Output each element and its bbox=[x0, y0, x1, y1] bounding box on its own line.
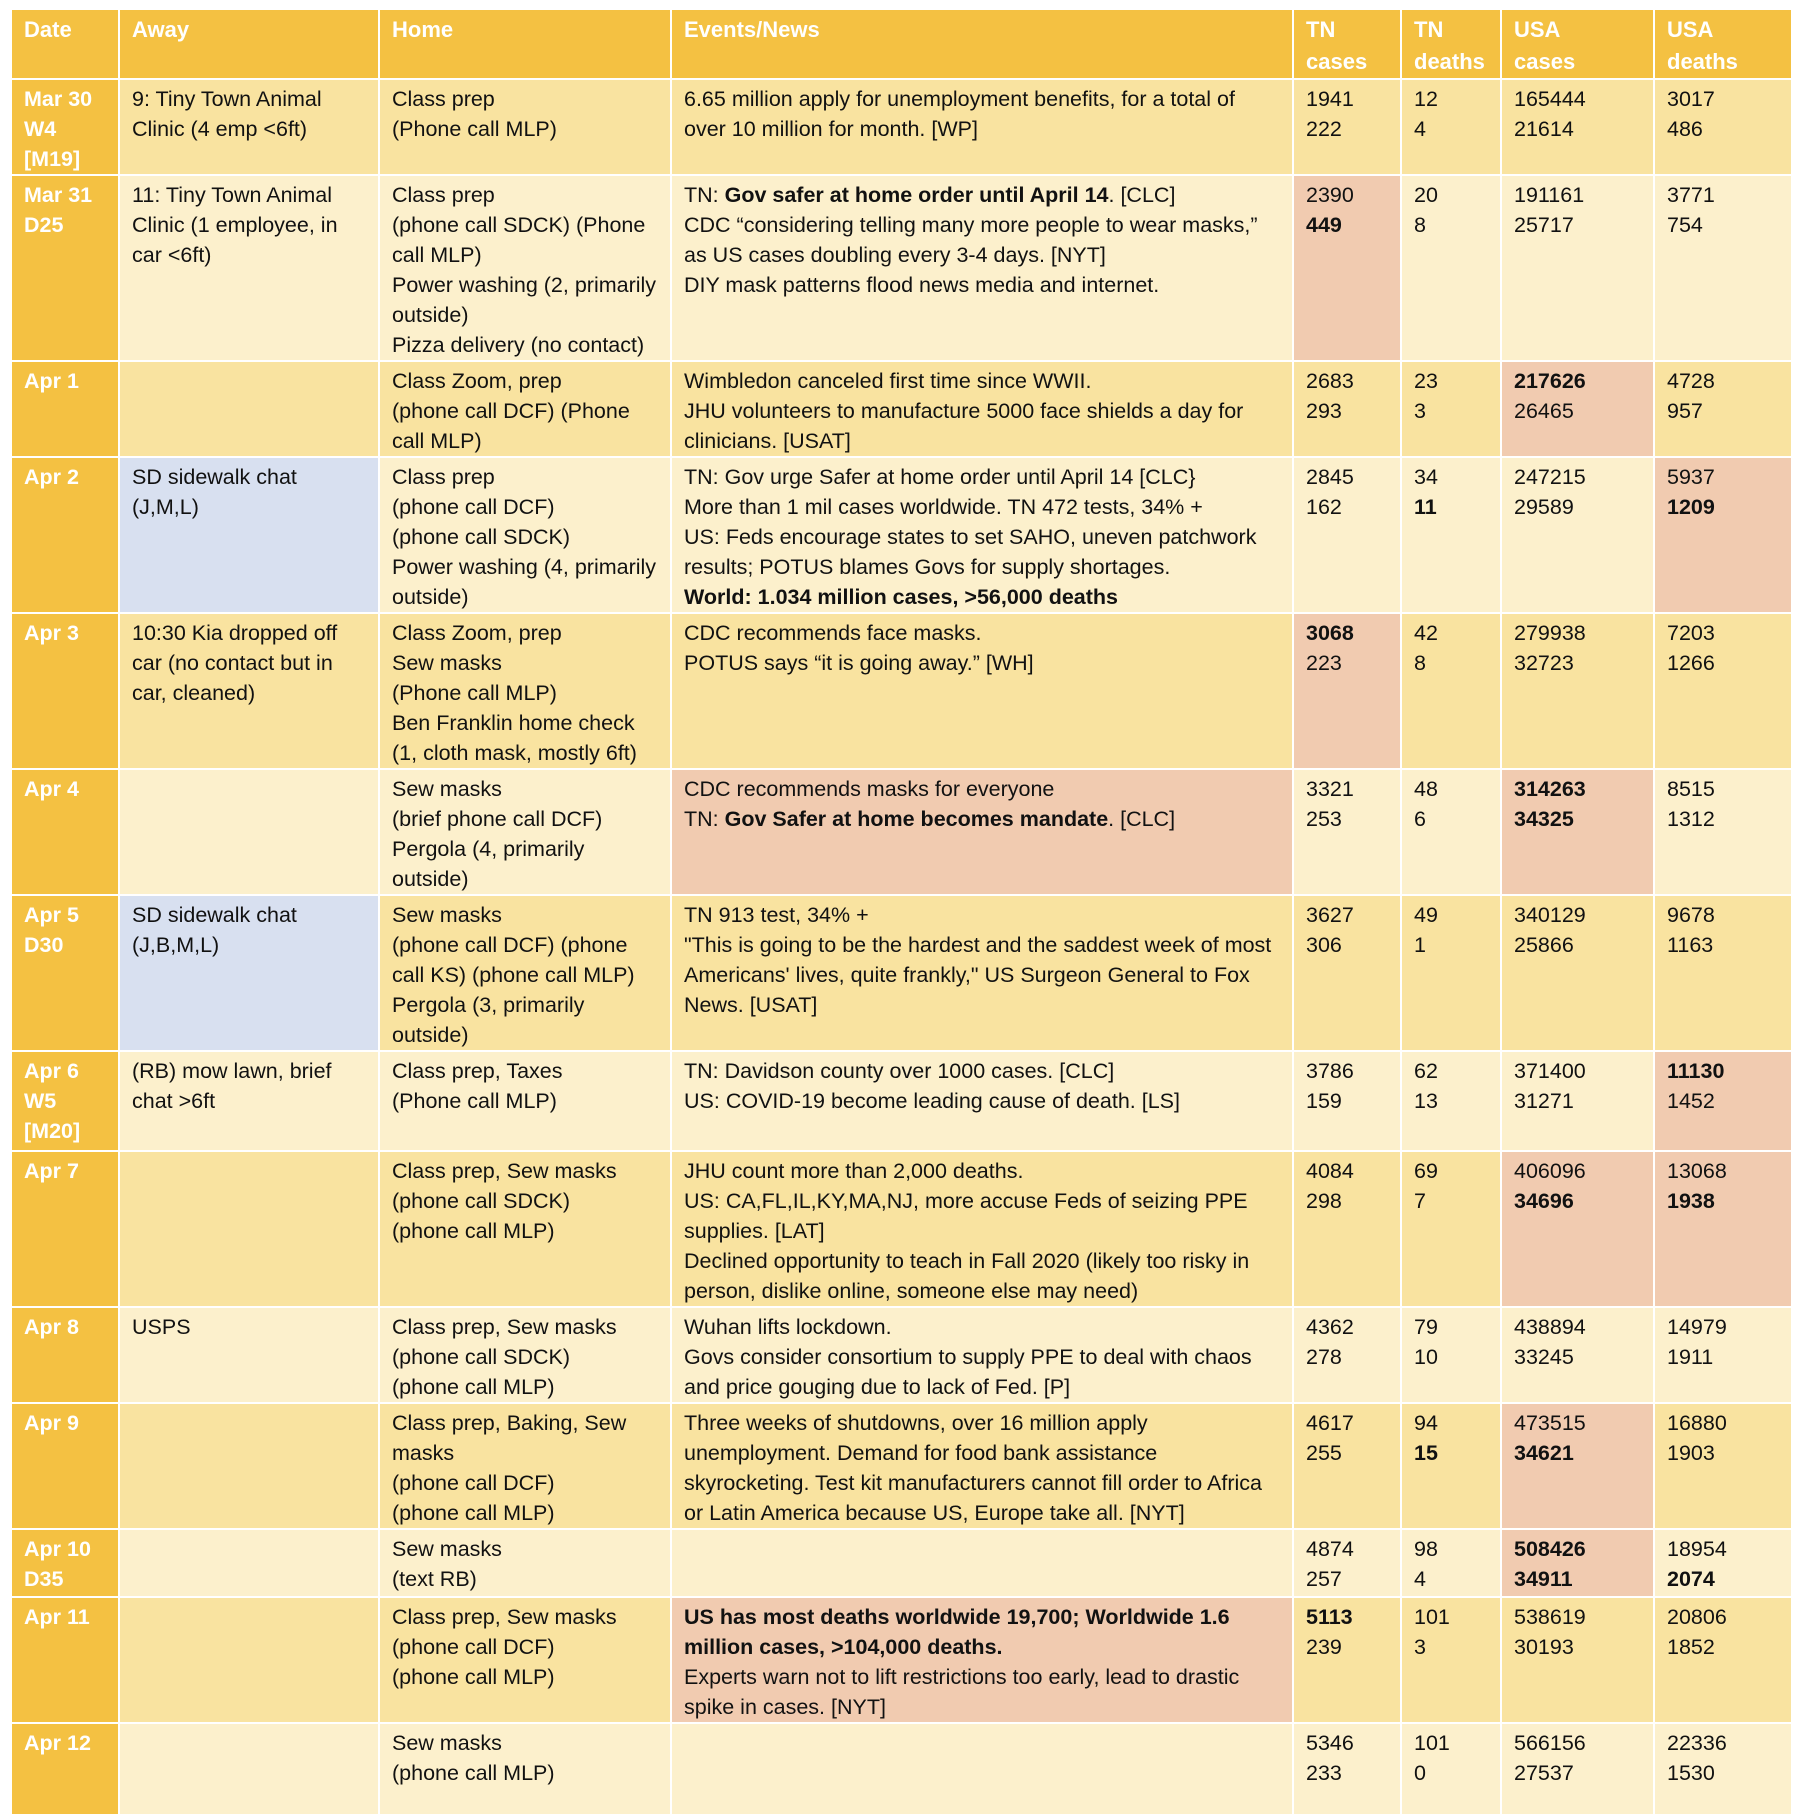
table-row bbox=[11, 1307, 1792, 1403]
tn-deaths-cell: 42 8 bbox=[1401, 613, 1501, 769]
col-header-tn-deaths: TN deaths bbox=[1401, 9, 1501, 79]
away-cell: 9: Tiny Town Animal Clinic (4 emp <6ft) bbox=[119, 79, 379, 175]
events-cell: TN: Gov urge Safer at home order until April 14 [CLC} More than 1 mil cases worldwide. TN 472 tests, 34% + US: Feds encourage states to set SAHO, uneven patchwork results; POTUS blames Govs for supply shortages. World: 1.034 million cases, >56,000 deaths bbox=[671, 457, 1293, 613]
tn-deaths-cell: 49 1 bbox=[1401, 895, 1501, 1051]
usa-deaths-cell: 14979 1911 bbox=[1654, 1307, 1792, 1403]
usa-deaths-cell: 3017 486 bbox=[1654, 79, 1792, 175]
tn-cases-cell: 4362 278 bbox=[1293, 1307, 1401, 1403]
date-cell: Apr 9 bbox=[11, 1403, 119, 1529]
col-header-usa-deaths: USA deaths bbox=[1654, 9, 1792, 79]
usa-deaths-cell: 11130 1452 bbox=[1654, 1051, 1792, 1151]
events-cell: Three weeks of shutdowns, over 16 million apply unemployment. Demand for food bank assistance skyrocketing. Test kit manufacturers cannot fill order to Africa or Latin America because US, Europe take all. [NYT] bbox=[671, 1403, 1293, 1529]
usa-deaths-cell: 5937 1209 bbox=[1654, 457, 1792, 613]
events-cell: CDC recommends masks for everyone TN: Gov Safer at home becomes mandate. [CLC] bbox=[671, 769, 1293, 895]
home-cell: Sew masks (phone call MLP) bbox=[379, 1723, 671, 1815]
tn-cases-cell: 5113 239 bbox=[1293, 1597, 1401, 1723]
usa-deaths-cell: 22336 1530 bbox=[1654, 1723, 1792, 1815]
events-cell: TN: Gov safer at home order until April 14. [CLC] CDC “considering telling many more people to wear masks,” as US cases doubling every 3-4 days. [NYT] DIY mask patterns flood news media and internet. bbox=[671, 175, 1293, 361]
events-cell: TN: Davidson county over 1000 cases. [CLC] US: COVID-19 become leading cause of death. [LS] bbox=[671, 1051, 1293, 1151]
usa-deaths-cell: 3771 754 bbox=[1654, 175, 1792, 361]
home-cell: Sew masks (phone call DCF) (phone call KS) (phone call MLP) Pergola (3, primarily outside) bbox=[379, 895, 671, 1051]
table-row bbox=[11, 1403, 1792, 1529]
home-cell: Class prep, Taxes (Phone call MLP) bbox=[379, 1051, 671, 1151]
events-cell bbox=[671, 1723, 1293, 1815]
home-cell: Class Zoom, prep (phone call DCF) (Phone call MLP) bbox=[379, 361, 671, 457]
usa-cases-cell: 279938 32723 bbox=[1501, 613, 1654, 769]
table-row bbox=[11, 361, 1792, 457]
usa-cases-cell: 165444 21614 bbox=[1501, 79, 1654, 175]
date-cell: Apr 11 bbox=[11, 1597, 119, 1723]
away-cell bbox=[119, 1151, 379, 1307]
tn-deaths-cell: 79 10 bbox=[1401, 1307, 1501, 1403]
usa-deaths-cell: 13068 1938 bbox=[1654, 1151, 1792, 1307]
away-cell bbox=[119, 769, 379, 895]
events-cell: JHU count more than 2,000 deaths. US: CA,FL,IL,KY,MA,NJ, more accuse Feds of seizing PPE supplies. [LAT] Declined opportunity to teach in Fall 2020 (likely too risky in person, dislike online, someone else may need) bbox=[671, 1151, 1293, 1307]
tn-cases-cell: 1941 222 bbox=[1293, 79, 1401, 175]
usa-deaths-cell: 7203 1266 bbox=[1654, 613, 1792, 769]
usa-deaths-cell: 16880 1903 bbox=[1654, 1403, 1792, 1529]
home-cell: Class Zoom, prep Sew masks (Phone call MLP) Ben Franklin home check (1, cloth mask, mostly 6ft) bbox=[379, 613, 671, 769]
home-cell: Class prep, Sew masks (phone call DCF) (phone call MLP) bbox=[379, 1597, 671, 1723]
away-cell bbox=[119, 1529, 379, 1597]
tn-cases-cell: 3068 223 bbox=[1293, 613, 1401, 769]
tn-deaths-cell: 69 7 bbox=[1401, 1151, 1501, 1307]
col-header-date: Date bbox=[11, 9, 119, 79]
table-row bbox=[11, 1723, 1792, 1815]
events-cell: CDC recommends face masks. POTUS says “it is going away.” [WH] bbox=[671, 613, 1293, 769]
table-row bbox=[11, 79, 1792, 175]
tn-deaths-cell: 101 0 bbox=[1401, 1723, 1501, 1815]
events-cell: 6.65 million apply for unemployment benefits, for a total of over 10 million for month. [WP] bbox=[671, 79, 1293, 175]
col-header-events: Events/News bbox=[671, 9, 1293, 79]
tn-deaths-cell: 34 11 bbox=[1401, 457, 1501, 613]
home-cell: Sew masks (text RB) bbox=[379, 1529, 671, 1597]
table-row bbox=[11, 613, 1792, 769]
date-cell: Apr 10 D35 bbox=[11, 1529, 119, 1597]
table-row bbox=[11, 1051, 1792, 1151]
home-cell: Class prep, Sew masks (phone call SDCK) (phone call MLP) bbox=[379, 1151, 671, 1307]
away-cell: 11: Tiny Town Animal Clinic (1 employee, in car <6ft) bbox=[119, 175, 379, 361]
tn-cases-cell: 2845 162 bbox=[1293, 457, 1401, 613]
tn-cases-cell: 2390 449 bbox=[1293, 175, 1401, 361]
away-cell: SD sidewalk chat (J,M,L) bbox=[119, 457, 379, 613]
tn-cases-cell: 5346 233 bbox=[1293, 1723, 1401, 1815]
usa-cases-cell: 438894 33245 bbox=[1501, 1307, 1654, 1403]
tn-cases-cell: 3786 159 bbox=[1293, 1051, 1401, 1151]
usa-deaths-cell: 4728 957 bbox=[1654, 361, 1792, 457]
table-row bbox=[11, 769, 1792, 895]
date-cell: Apr 6 W5 [M20] bbox=[11, 1051, 119, 1151]
tn-deaths-cell: 12 4 bbox=[1401, 79, 1501, 175]
tn-cases-cell: 3321 253 bbox=[1293, 769, 1401, 895]
usa-cases-cell: 340129 25866 bbox=[1501, 895, 1654, 1051]
usa-deaths-cell: 9678 1163 bbox=[1654, 895, 1792, 1051]
events-cell bbox=[671, 1529, 1293, 1597]
date-cell: Apr 7 bbox=[11, 1151, 119, 1307]
date-cell: Mar 31 D25 bbox=[11, 175, 119, 361]
date-cell: Apr 4 bbox=[11, 769, 119, 895]
date-cell: Apr 5 D30 bbox=[11, 895, 119, 1051]
events-cell: TN 913 test, 34% + "This is going to be the hardest and the saddest week of most Americans' lives, quite frankly," US Surgeon General to Fox News. [USAT] bbox=[671, 895, 1293, 1051]
tn-cases-cell: 3627 306 bbox=[1293, 895, 1401, 1051]
table-row bbox=[11, 1151, 1792, 1307]
tn-cases-cell: 2683 293 bbox=[1293, 361, 1401, 457]
usa-cases-cell: 508426 34911 bbox=[1501, 1529, 1654, 1597]
header-row bbox=[11, 9, 1792, 79]
away-cell bbox=[119, 361, 379, 457]
away-cell bbox=[119, 1403, 379, 1529]
usa-cases-cell: 473515 34621 bbox=[1501, 1403, 1654, 1529]
usa-deaths-cell: 8515 1312 bbox=[1654, 769, 1792, 895]
tn-deaths-cell: 48 6 bbox=[1401, 769, 1501, 895]
home-cell: Class prep (phone call DCF) (phone call SDCK) Power washing (4, primarily outside) bbox=[379, 457, 671, 613]
tn-deaths-cell: 23 3 bbox=[1401, 361, 1501, 457]
table-row bbox=[11, 457, 1792, 613]
away-cell bbox=[119, 1597, 379, 1723]
home-cell: Class prep, Baking, Sew masks (phone call DCF) (phone call MLP) bbox=[379, 1403, 671, 1529]
date-cell: Mar 30 W4 [M19] bbox=[11, 79, 119, 175]
usa-cases-cell: 191161 25717 bbox=[1501, 175, 1654, 361]
tn-cases-cell: 4084 298 bbox=[1293, 1151, 1401, 1307]
usa-cases-cell: 314263 34325 bbox=[1501, 769, 1654, 895]
home-cell: Sew masks (brief phone call DCF) Pergola (4, primarily outside) bbox=[379, 769, 671, 895]
usa-deaths-cell: 18954 2074 bbox=[1654, 1529, 1792, 1597]
tn-cases-cell: 4874 257 bbox=[1293, 1529, 1401, 1597]
home-cell: Class prep (phone call SDCK) (Phone call MLP) Power washing (2, primarily outside) Pizza delivery (no contact) bbox=[379, 175, 671, 361]
table-row bbox=[11, 175, 1792, 361]
usa-cases-cell: 247215 29589 bbox=[1501, 457, 1654, 613]
usa-cases-cell: 217626 26465 bbox=[1501, 361, 1654, 457]
table-row bbox=[11, 1529, 1792, 1597]
usa-cases-cell: 538619 30193 bbox=[1501, 1597, 1654, 1723]
tn-deaths-cell: 101 3 bbox=[1401, 1597, 1501, 1723]
date-cell: Apr 3 bbox=[11, 613, 119, 769]
events-cell: Wuhan lifts lockdown. Govs consider consortium to supply PPE to deal with chaos and price gouging due to lack of Fed. [P] bbox=[671, 1307, 1293, 1403]
col-header-home: Home bbox=[379, 9, 671, 79]
col-header-away: Away bbox=[119, 9, 379, 79]
covid-timeline-table-wrapper bbox=[10, 8, 1793, 1816]
col-header-usa-cases: USA cases bbox=[1501, 9, 1654, 79]
events-cell: US has most deaths worldwide 19,700; Worldwide 1.6 million cases, >104,000 deaths. Experts warn not to lift restrictions too early, lead to drastic spike in cases. [NYT] bbox=[671, 1597, 1293, 1723]
home-cell: Class prep, Sew masks (phone call SDCK) (phone call MLP) bbox=[379, 1307, 671, 1403]
tn-deaths-cell: 98 4 bbox=[1401, 1529, 1501, 1597]
table-row bbox=[11, 895, 1792, 1051]
date-cell: Apr 2 bbox=[11, 457, 119, 613]
away-cell: (RB) mow lawn, brief chat >6ft bbox=[119, 1051, 379, 1151]
covid-timeline-table bbox=[10, 8, 1793, 1816]
away-cell: 10:30 Kia dropped off car (no contact but in car, cleaned) bbox=[119, 613, 379, 769]
tn-deaths-cell: 94 15 bbox=[1401, 1403, 1501, 1529]
tn-deaths-cell: 62 13 bbox=[1401, 1051, 1501, 1151]
home-cell: Class prep (Phone call MLP) bbox=[379, 79, 671, 175]
col-header-tn-cases: TN cases bbox=[1293, 9, 1401, 79]
date-cell: Apr 12 bbox=[11, 1723, 119, 1815]
tn-deaths-cell: 20 8 bbox=[1401, 175, 1501, 361]
usa-deaths-cell: 20806 1852 bbox=[1654, 1597, 1792, 1723]
usa-cases-cell: 566156 27537 bbox=[1501, 1723, 1654, 1815]
table-row bbox=[11, 1597, 1792, 1723]
away-cell bbox=[119, 1723, 379, 1815]
away-cell: SD sidewalk chat (J,B,M,L) bbox=[119, 895, 379, 1051]
date-cell: Apr 1 bbox=[11, 361, 119, 457]
usa-cases-cell: 406096 34696 bbox=[1501, 1151, 1654, 1307]
away-cell: USPS bbox=[119, 1307, 379, 1403]
events-cell: Wimbledon canceled first time since WWII. JHU volunteers to manufacture 5000 face shields a day for clinicians. [USAT] bbox=[671, 361, 1293, 457]
date-cell: Apr 8 bbox=[11, 1307, 119, 1403]
tn-cases-cell: 4617 255 bbox=[1293, 1403, 1401, 1529]
usa-cases-cell: 371400 31271 bbox=[1501, 1051, 1654, 1151]
